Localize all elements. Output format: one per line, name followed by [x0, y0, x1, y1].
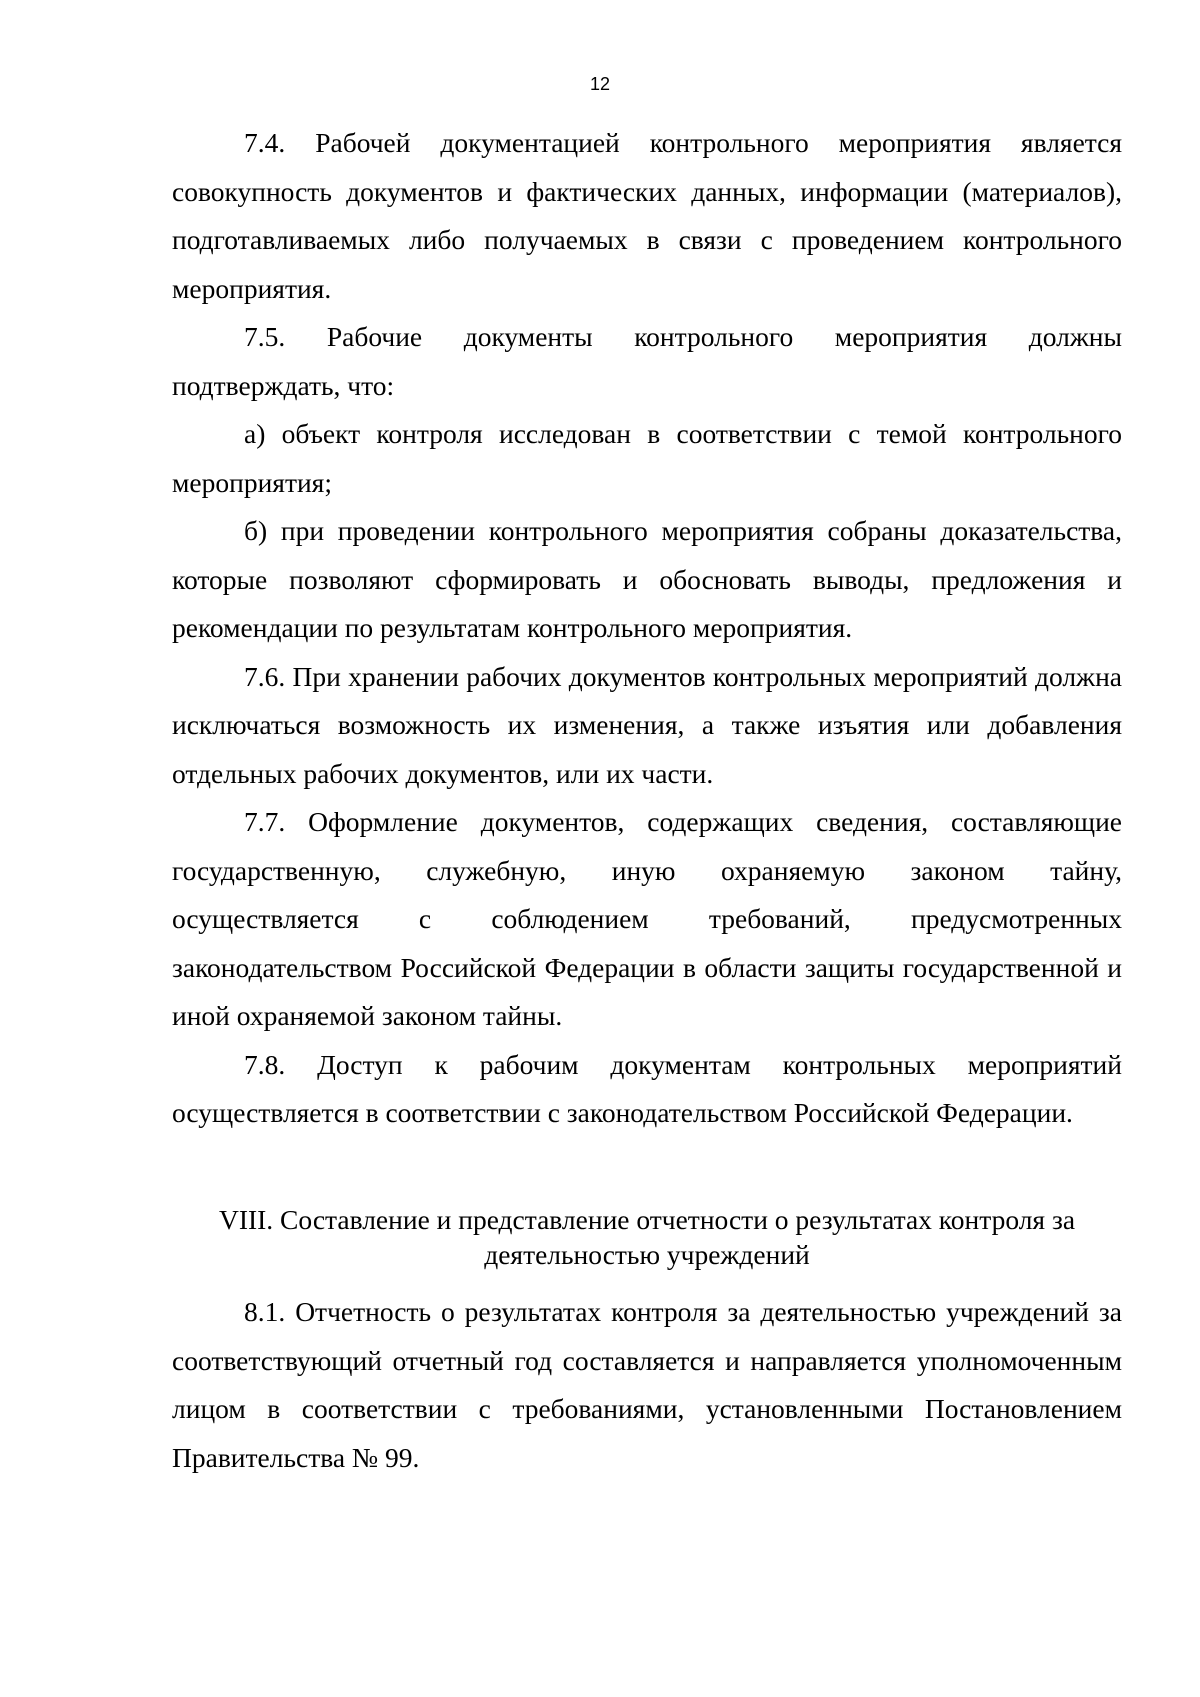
- page-number: 12: [589, 74, 611, 94]
- section-7-body: [172, 119, 1122, 1138]
- paragraph-7-4: 7.4. Рабочей документацией контрольного мероприятия является совокупность документов и фактических данных, информации (материалов), подготавливаемых либо получаемых в связи с проведением контрольного мероприятия.: [172, 127, 1122, 304]
- paragraph-7-6: 7.6. При хранении рабочих документов контрольных мероприятий должна исключаться возможность их изменения, а также изъятия или добавления отдельных рабочих документов, или их части.: [172, 660, 1122, 789]
- section-heading-line-2: деятельностью учреждений: [484, 1239, 810, 1270]
- section-heading-line-1: VIII. Составление и представление отчетности о результатах контроля за: [218, 1204, 1076, 1235]
- paragraph-8-1: 8.1. Отчетность о результатах контроля за деятельностью учреждений за соответствующий отчетный год составляется и направляется уполномоченным лицом в соответствии с требованиями, установленными Постановлением Правительства № 99.: [172, 1296, 1122, 1473]
- paragraph-7-5-a: а) объект контроля исследован в соответствии с темой контрольного мероприятия;: [172, 418, 1122, 498]
- paragraph-7-5-b: б) при проведении контрольного мероприятия собраны доказательства, которые позволяют сформировать и обосновать выводы, предложения и рекомендации по результатам контрольного мероприятия.: [172, 515, 1122, 643]
- paragraph-7-5: 7.5. Рабочие документы контрольного мероприятия должны подтверждать, что:: [172, 321, 1122, 401]
- section-8-body: [172, 1288, 1122, 1482]
- paragraph-7-7: 7.7. Оформление документов, содержащих сведения, составляющие государственную, служебную, иную охраняемую законом тайну, осуществляется с соблюдением требований, предусмотренных законодательством Российской Федерации в области защиты государственной и иной охраняемой законом тайны.: [172, 806, 1122, 1031]
- section-heading: [172, 1202, 1122, 1272]
- paragraph-7-8: 7.8. Доступ к рабочим документам контрольных мероприятий осуществляется в соответствии с законодательством Российской Федерации.: [172, 1048, 1122, 1128]
